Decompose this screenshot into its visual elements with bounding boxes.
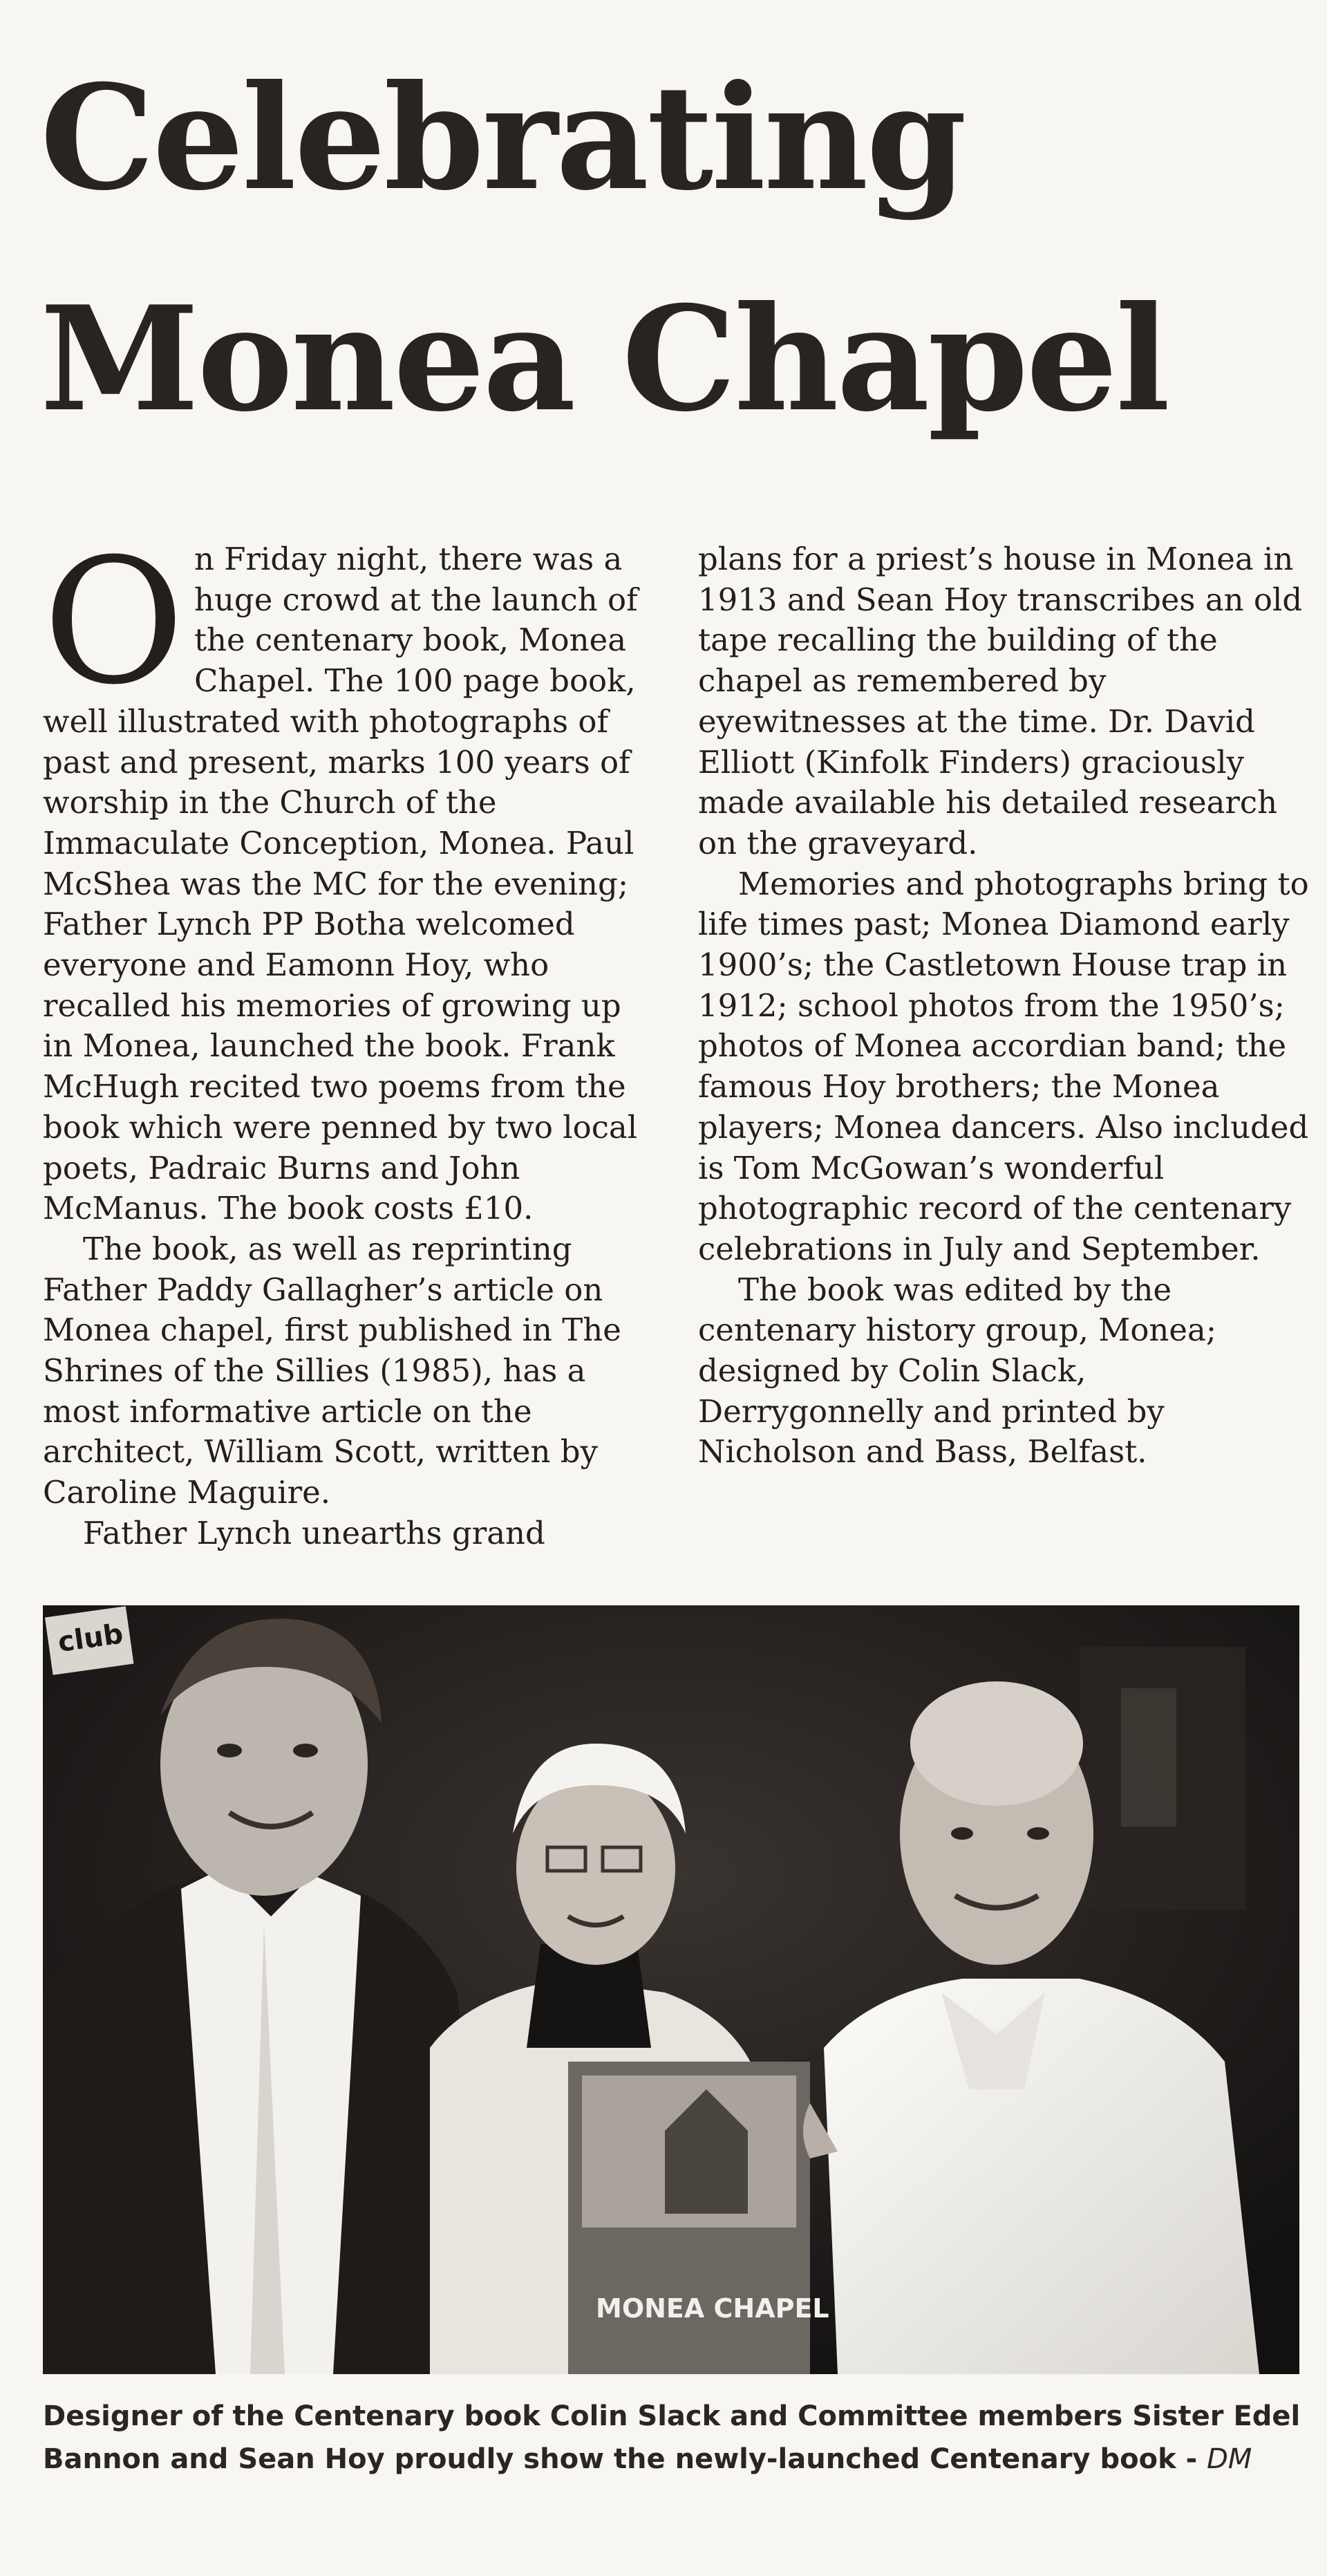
caption-line-2-text: Bannon and Sean Hoy proudly show the newly-launched Centenary book - (43, 2443, 1207, 2475)
club-sign (45, 1606, 134, 1675)
caption-line-2 (43, 2438, 1299, 2481)
article-column-left (43, 521, 658, 1554)
article-paragraph-2: The book, as well as reprinting Father Paddy Gallagher’s article on Monea chapel, first published in The Shrines of the Sillies (1985), has a most informative article on the architect, William Scott, written by Caroline Maguire. (43, 1230, 621, 1511)
article-column-right (698, 539, 1313, 1473)
article-paragraph-1 (43, 521, 658, 1229)
article-paragraph-1-text: n Friday night, there was a huge crowd at the launch of the centenary book, Monea Chapel. The 100 page book, well illustrated with photographs of past and present, marks 100 years of worship in the Church of the Immaculate Conception, Monea. Paul McShea was the MC for the evening; Father Lynch PP Botha welcomed everyone and Eamonn Hoy, who recalled his memories of growing up in Monea, launched the book. Frank McHugh recited two poems from the book which were penned by two local poets, Padraic Burns and John McManus. The book costs £10. (43, 541, 638, 1227)
photo-illustration (43, 1605, 1299, 2374)
article-body (43, 521, 1309, 1562)
drop-cap: O (43, 521, 185, 722)
article-paragraph-3: Father Lynch unearths grand (83, 1514, 545, 1551)
photo-credit: DM (1207, 2443, 1252, 2475)
book-cover-title: MONEA CHAPEL (596, 2293, 829, 2324)
headline-line-1: Celebrating (40, 54, 965, 223)
headline-line-2: Monea Chapel (40, 275, 1169, 444)
headline (40, 28, 1298, 470)
article-paragraph-4: plans for a priest’s house in Monea in 1913 and Sean Hoy transcribes an old tape recalling the building of the chapel as remembered by eyewitnesses at the time. Dr. David Elliott (Kinfolk Finders) graciously made available his detailed research on the graveyard. (698, 541, 1303, 861)
news-photo (43, 1605, 1299, 2374)
caption-line-1: Designer of the Centenary book Colin Slack and Committee members Sister Edel (43, 2400, 1301, 2432)
article-paragraph-5: Memories and photographs bring to life times past; Monea Diamond early 1900’s; the Castletown House trap in 1912; school photos from the 1950’s; photos of Monea accordian band; the famous Hoy brothers; the Monea players; Monea dancers. Also included is Tom McGowan’s wonderful photographic record of the centenary celebrations in July and September. (698, 865, 1309, 1267)
club-sign-text: club (56, 1618, 126, 1659)
monea-chapel-book (568, 2062, 829, 2374)
photo-caption (43, 2395, 1299, 2481)
article-paragraph-6: The book was edited by the centenary history group, Monea; designed by Colin Slack, Derrygonnelly and printed by Nicholson and Bass, Belfast. (698, 1271, 1217, 1471)
